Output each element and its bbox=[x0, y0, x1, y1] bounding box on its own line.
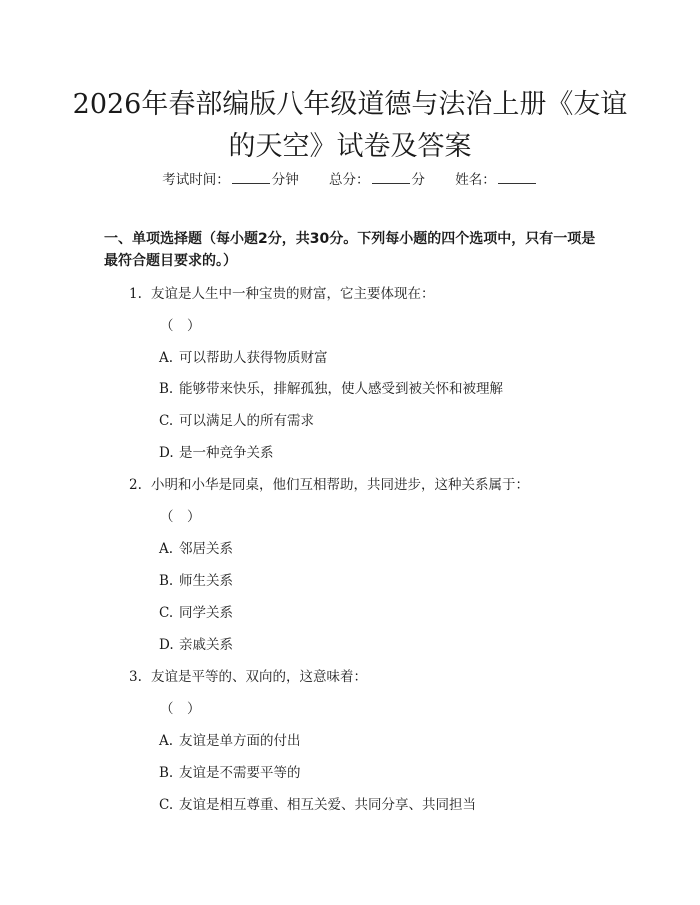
option-text: 邻居关系 bbox=[179, 541, 233, 557]
question-number: 2. bbox=[129, 477, 142, 493]
option-letter: A. bbox=[159, 350, 174, 366]
question-2 bbox=[129, 473, 529, 493]
exam-score-unit: 分 bbox=[411, 172, 425, 188]
exam-name bbox=[455, 172, 538, 188]
option-text: 亲戚关系 bbox=[179, 637, 233, 653]
option-text: 师生关系 bbox=[179, 573, 233, 589]
option-text: 是一种竞争关系 bbox=[179, 445, 274, 461]
exam-info bbox=[0, 168, 700, 188]
option-c bbox=[159, 601, 233, 621]
question-1 bbox=[129, 282, 435, 302]
exam-score-blank bbox=[372, 172, 410, 184]
question-number: 1. bbox=[129, 286, 142, 302]
question-text: 友谊是平等的、双向的，这意味着： bbox=[151, 669, 367, 685]
exam-name-label: 姓名： bbox=[455, 172, 496, 188]
exam-time-unit: 分钟 bbox=[271, 172, 299, 188]
question-number: 3. bbox=[129, 669, 142, 685]
option-letter: C. bbox=[159, 605, 174, 621]
option-letter: C. bbox=[159, 797, 174, 813]
option-a bbox=[159, 729, 301, 749]
question-text: 友谊是人生中一种宝贵的财富，它主要体现在： bbox=[151, 286, 435, 302]
option-letter: D. bbox=[159, 445, 174, 461]
option-b bbox=[159, 377, 503, 397]
option-d bbox=[159, 441, 274, 461]
option-text: 友谊是不需要平等的 bbox=[179, 765, 301, 781]
section-heading: 一、单项选择题（每小题2分，共30分。下列每小题的四个选项中，只有一项是最符合题目要求的。） bbox=[104, 231, 596, 269]
option-letter: B. bbox=[159, 381, 174, 397]
option-letter: A. bbox=[159, 733, 174, 749]
option-letter: B. bbox=[159, 765, 174, 781]
exam-score-label: 总分： bbox=[329, 172, 370, 188]
option-text: 友谊是单方面的付出 bbox=[179, 733, 301, 749]
option-letter: A. bbox=[159, 541, 174, 557]
answer-parenthesis: （ ） bbox=[160, 509, 201, 525]
question-text: 小明和小华是同桌，他们互相帮助，共同进步，这种关系属于： bbox=[151, 477, 529, 493]
option-text: 可以满足人的所有需求 bbox=[179, 413, 314, 429]
option-text: 同学关系 bbox=[179, 605, 233, 621]
option-a bbox=[159, 537, 233, 557]
option-b bbox=[159, 761, 301, 781]
page-title: 2026年春部编版八年级道德与法治上册《友谊的天空》试卷及答案 bbox=[72, 89, 628, 162]
exam-name-blank bbox=[498, 172, 536, 184]
option-d bbox=[159, 633, 233, 653]
option-letter: D. bbox=[159, 637, 174, 653]
answer-parenthesis: （ ） bbox=[160, 318, 201, 334]
exam-score bbox=[329, 172, 429, 188]
option-a bbox=[159, 346, 328, 366]
option-b bbox=[159, 569, 233, 589]
option-text: 友谊是相互尊重、相互关爱、共同分享、共同担当 bbox=[179, 797, 476, 813]
question-3 bbox=[129, 665, 367, 685]
option-text: 可以帮助人获得物质财富 bbox=[179, 350, 328, 366]
exam-time-blank bbox=[232, 172, 270, 184]
exam-time-label: 考试时间： bbox=[162, 172, 230, 188]
option-c bbox=[159, 793, 476, 813]
option-c bbox=[159, 409, 314, 429]
option-text: 能够带来快乐，排解孤独，使人感受到被关怀和被理解 bbox=[179, 381, 503, 397]
exam-time bbox=[162, 172, 303, 188]
answer-parenthesis: （ ） bbox=[160, 701, 201, 717]
option-letter: B. bbox=[159, 573, 174, 589]
option-letter: C. bbox=[159, 413, 174, 429]
